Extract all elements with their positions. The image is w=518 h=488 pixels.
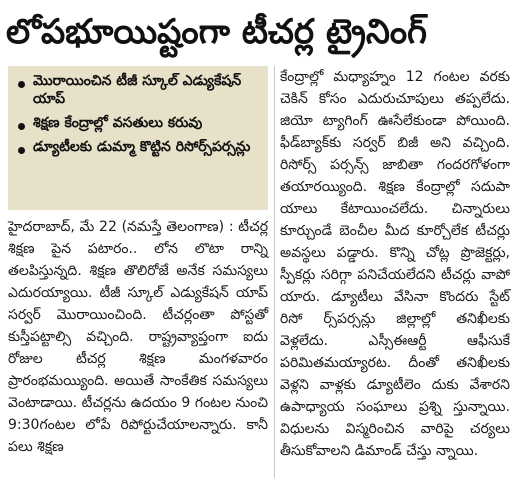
left-column: [8, 216, 268, 476]
highlight-text: మొరాయించిన టీజీ స్కూల్ ఎడ్యుకేషన్ యాప్: [33, 73, 242, 107]
column-divider: [274, 66, 275, 478]
right-paragraph: కేంద్రాల్లో మధ్యాహ్నం 12 గంటల వరకు చెకిన్ కోసం ఎదురుచూపులు తప్పలేదు. జియో ట్యాగింగ్ ఊసేలేకుండా పోయింది. ఫీడ్‌బ్యాక్‌కు సర్వర్ బిజీ అని వచ్చింది. రిసోర్స్ పర్సన్స్ జాబితా గందరగోళంగా తయారయ్యింది. శిక్షణ కేంద్రాల్లో సదుపా యాలు కేటాయించలేదు. చిన్నారులు కూర్చుండే బెంచీల మీద కూర్చోలేక టీచర్లు అవస్థలు పడ్డారు. కొన్ని చోట్ల ప్రొజెక్టర్లు, స్పీకర్లు సరిగ్గా పనిచేయలేదని టీచర్లు వాపో యారు. డ్యూటీలు వేసినా కొందరు స్టేట్ రిసో ర్స్‌పర్సన్లు జిల్లాల్లో తనిఖీలకు వెళ్లలేదు. ఎస్సీఈఆర్టీ ఆఫీసుకే పరిమితమయ్యారట. దీంతో తనిఖీలకు వెళ్లని వాళ్లకు డ్యూటీలెం దుకు వేశారని ఉపాధ్యాయ సంఘాలు ప్రశ్ని స్తున్నాయి. విధులను విస్మరించిన వారిపై చర్యలు తీసుకోవాలని డిమాండ్ చేస్తు న్నాయి.: [280, 69, 510, 459]
highlight-item: [8, 132, 268, 156]
bullet-icon: [18, 147, 25, 154]
highlight-item: [8, 108, 268, 132]
left-paragraph-text: : టీచర్ల శిక్షణ పైన పటారం.. లోన లొటా రాన్ని తలపిస్తున్నది. శిక్షణ తొలిరోజే అనేక సమస్యలు ఎదురయ్యాయి. టీజీ స్కూల్ ఎడ్యుకేషన్ యాప్ సర్వర్ మొరాయించింది. టీచర్లంతా పోస్టతో కుస్తీపట్టాల్సి వచ్చింది. రాష్ట్రవ్యాప్తంగా ఐదు రోజుల టీచర్ల శిక్షణ మంగళవారం ప్రారంభమయ్యింది. అయితే సాంకేతిక సమస్యలు వెంటాడాయి. టీచర్లను ఉదయం 9 గంటల నుంచి 9:30గంటల లోపే రిపోర్టుచేయాలన్నారు. కానీ పలు శిక్షణ: [8, 219, 269, 455]
highlight-item: [8, 66, 268, 108]
dateline: హైదరాబాద్, మే 22 (నమస్తే తెలంగాణ): [8, 219, 225, 235]
bullet-icon: [18, 81, 25, 88]
highlight-text: శిక్షణ కేంద్రాల్లో వసతులు కరువు: [33, 115, 203, 131]
left-paragraph: [8, 216, 268, 458]
bullet-icon: [18, 123, 25, 130]
right-column: [280, 66, 510, 476]
headline: లోపభూయిష్టంగా టీచర్ల ట్రైనింగ్: [6, 12, 427, 52]
highlight-text: డ్యూటీలకు డుమ్మా కొట్టిన రిసోర్స్‌పర్సన్లు: [33, 139, 251, 155]
highlights-box: [8, 66, 268, 210]
